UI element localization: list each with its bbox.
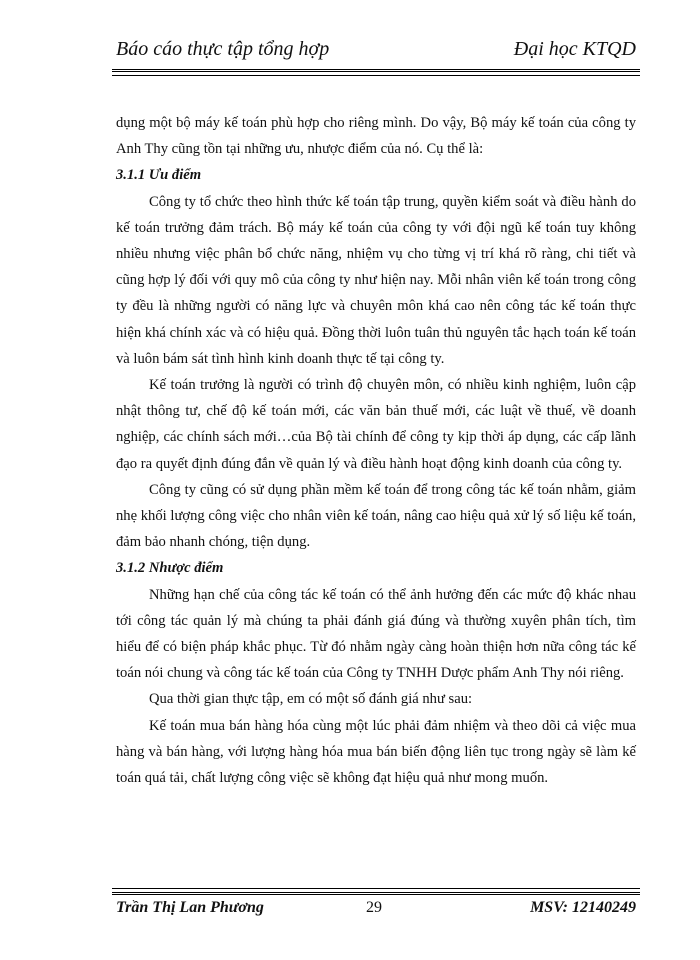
footer-rule bbox=[112, 888, 640, 895]
page-footer bbox=[116, 899, 636, 923]
advantages-paragraph-1: Công ty tổ chức theo hình thức kế toán tập trung, quyền kiểm soát và điều hành do kế toán trưởng đảm trách. Bộ máy kế toán của công ty với đội ngũ kế toán tuy không nhiều nhưng việc phân bổ chức năng, nhiệm vụ cho từng vị trí khá rõ ràng, chi tiết và cũng hợp lý đối với quy mô của công ty như hiện nay. Mỗi nhân viên kế toán trong công ty đều là những người có năng lực và chuyên môn khá cao nên công tác kế toán thực hiện khá chính xác và có hiệu quả. Đồng thời luôn tuân thủ nguyên tắc hạch toán kế toán và luôn bám sát tình hình kinh doanh thực tế tại công ty. bbox=[116, 193, 636, 367]
section-heading-disadvantages: 3.1.2 Nhược điểm bbox=[116, 560, 224, 577]
advantages-paragraph-2: Kế toán trưởng là người có trình độ chuyên môn, có nhiều kinh nghiệm, luôn cập nhật thông tư, chế độ kế toán mới, các văn bản thuế mới, các luật về thuế, về doanh nghiệp, các chính sách mới…của Bộ tài chính để công ty kịp thời áp dụng, các cấp lãnh đạo ra quyết định đúng đắn về quản lý và điều hành hoạt động kinh doanh của công ty. bbox=[116, 377, 636, 472]
disadvantages-paragraph-1: Những hạn chế của công tác kế toán có thể ảnh hưởng đến các mức độ khác nhau tới công tác quản lý mà chúng ta phải đánh giá đúng và thường xuyên phân tích, tìm hiểu để có biện pháp khắc phục. Từ đó nhằm ngày càng hoàn thiện hơn nữa công tác kế toán nói chung và công tác kế toán của Công ty TNHH Dược phẩm Anh Thy nói riêng. bbox=[116, 586, 636, 682]
page-header bbox=[116, 38, 636, 66]
footer-page-number: 29 bbox=[366, 899, 382, 916]
disadvantages-paragraph-3: Kế toán mua bán hàng hóa cùng một lúc phải đảm nhiệm và theo dõi cả việc mua hàng và bán hàng, với lượng hàng hóa mua bán biến động liên tục trong ngày sẽ làm kế toán quá tải, chất lượng công việc sẽ không đạt hiệu quả như mong muốn. bbox=[116, 717, 636, 787]
advantages-paragraph-3: Công ty cũng có sử dụng phần mềm kế toán để trong công tác kế toán nhằm, giảm nhẹ khối lượng công việc cho nhân viên kế toán, nâng cao hiệu quả xử lý số liệu kế toán, đảm bảo nhanh chóng, tiện dụng. bbox=[116, 481, 636, 551]
intro-paragraph: dụng một bộ máy kế toán phù hợp cho riêng mình. Do vậy, Bộ máy kế toán của công ty Anh Thy cũng tồn tại những ưu, nhược điểm của nó. Cụ thể là: bbox=[116, 115, 636, 158]
disadvantages-paragraph-2: Qua thời gian thực tập, em có một số đánh giá như sau: bbox=[149, 691, 473, 708]
footer-student-id: MSV: 12140249 bbox=[530, 899, 636, 916]
footer-author: Trần Thị Lan Phương bbox=[116, 899, 264, 916]
header-university: Đại học KTQD bbox=[513, 38, 636, 60]
header-rule bbox=[112, 69, 640, 76]
document-body bbox=[116, 110, 636, 791]
section-heading-advantages: 3.1.1 Ưu điểm bbox=[116, 167, 202, 184]
header-report-title: Báo cáo thực tập tổng hợp bbox=[116, 38, 330, 60]
